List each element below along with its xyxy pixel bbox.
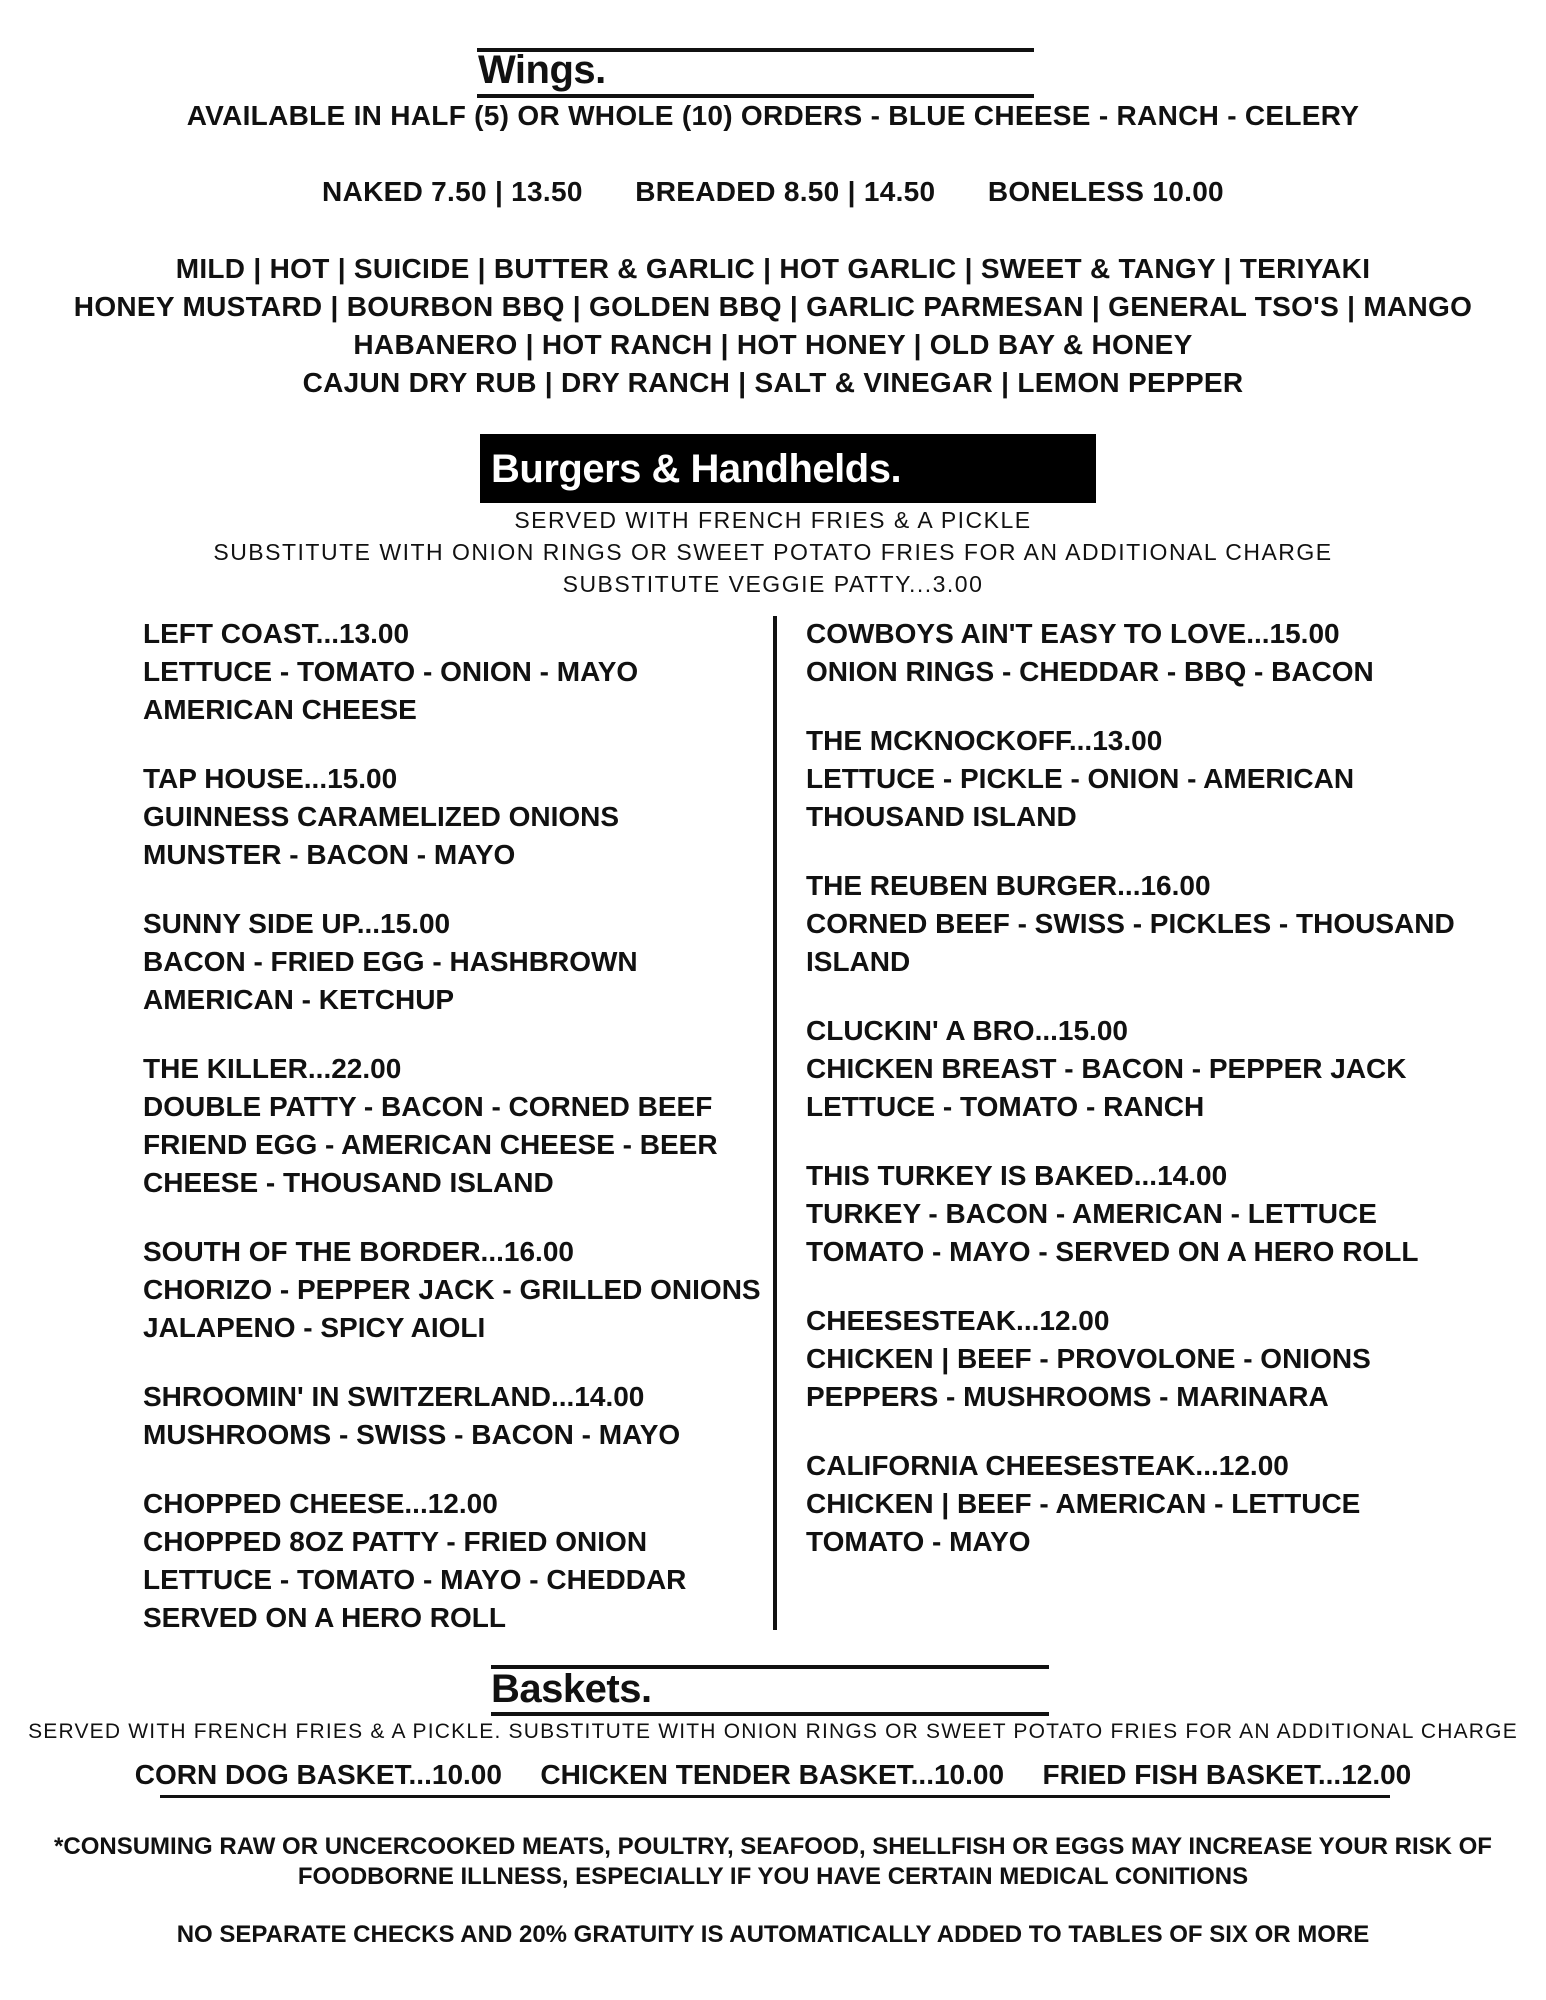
menu-item-name: CHOPPED CHEESE...12.00 xyxy=(143,1488,498,1519)
menu-item-name: CHEESESTEAK...12.00 xyxy=(806,1305,1110,1336)
menu-item-desc: DOUBLE PATTY - BACON - CORNED BEEF xyxy=(143,1091,713,1122)
menu-item-desc: CHICKEN BREAST - BACON - PEPPER JACK xyxy=(806,1053,1407,1084)
menu-item-desc: AMERICAN - KETCHUP xyxy=(143,984,455,1015)
menu-item xyxy=(143,760,783,874)
menu-item-desc: CHEESE - THOUSAND ISLAND xyxy=(143,1167,554,1198)
menu-item-desc: PEPPERS - MUSHROOMS - MARINARA xyxy=(806,1381,1329,1412)
menu-item-name: TAP HOUSE...15.00 xyxy=(143,763,398,794)
menu-item-name: THE KILLER...22.00 xyxy=(143,1053,402,1084)
menu-item-name: SHROOMIN' IN SWITZERLAND...14.00 xyxy=(143,1381,645,1412)
wings-price-naked: NAKED 7.50 | 13.50 xyxy=(322,176,583,207)
burgers-title-bar xyxy=(480,434,1096,503)
menu-item-name: COWBOYS AIN'T EASY TO LOVE...15.00 xyxy=(806,618,1340,649)
basket-item: FRIED FISH BASKET...12.00 xyxy=(1042,1759,1412,1790)
menu-item-name: THE MCKNOCKOFF...13.00 xyxy=(806,725,1163,756)
menu-item-desc: BACON - FRIED EGG - HASHBROWN xyxy=(143,946,638,977)
menu-item xyxy=(806,1157,1446,1271)
burgers-title: Burgers & Handhelds. xyxy=(491,447,902,491)
baskets-note: SERVED WITH FRENCH FRIES & A PICKLE. SUBSTITUTE WITH ONION RINGS OR SWEET POTATO FRIES FOR AN ADDITIONAL CHARGE xyxy=(28,1720,1518,1743)
menu-item-desc: ONION RINGS - CHEDDAR - BBQ - BACON xyxy=(806,656,1374,687)
menu-item-name: CALIFORNIA CHEESESTEAK...12.00 xyxy=(806,1450,1289,1481)
burgers-note-1: SERVED WITH FRENCH FRIES & A PICKLE xyxy=(514,507,1032,533)
menu-item-desc: CHICKEN | BEEF - PROVOLONE - ONIONS xyxy=(806,1343,1371,1374)
burgers-note-3: SUBSTITUTE VEGGIE PATTY...3.00 xyxy=(562,571,984,597)
menu-item-desc: TURKEY - BACON - AMERICAN - LETTUCE xyxy=(806,1198,1377,1229)
menu-item xyxy=(143,1233,783,1347)
menu-item-desc: LETTUCE - TOMATO - RANCH xyxy=(806,1091,1205,1122)
menu-item-desc: CORNED BEEF - SWISS - PICKLES - THOUSAND xyxy=(806,908,1455,939)
menu-item xyxy=(806,1012,1446,1126)
wings-subtitle: AVAILABLE IN HALF (5) OR WHOLE (10) ORDERS - BLUE CHEESE - RANCH - CELERY xyxy=(186,100,1360,131)
menu-item-desc: LETTUCE - PICKLE - ONION - AMERICAN xyxy=(806,763,1355,794)
menu-item-name: SOUTH OF THE BORDER...16.00 xyxy=(143,1236,574,1267)
wings-prices xyxy=(0,176,1546,208)
menu-item xyxy=(806,1447,1446,1561)
basket-item: CHICKEN TENDER BASKET...10.00 xyxy=(540,1759,1005,1790)
wings-title: Wings. xyxy=(478,48,606,92)
basket-item: CORN DOG BASKET...10.00 xyxy=(134,1759,502,1790)
menu-item-desc: LETTUCE - TOMATO - ONION - MAYO xyxy=(143,656,639,687)
menu-item-desc: JALAPENO - SPICY AIOLI xyxy=(143,1312,486,1343)
wings-flavor-line: HONEY MUSTARD | BOURBON BBQ | GOLDEN BBQ | GARLIC PARMESAN | GENERAL TSO'S | MANGO xyxy=(73,291,1473,322)
menu-item-desc: CHORIZO - PEPPER JACK - GRILLED ONIONS xyxy=(143,1274,761,1305)
menu-item-name: SUNNY SIDE UP...15.00 xyxy=(143,908,451,939)
menu-item xyxy=(143,615,783,729)
wings-price-boneless: BONELESS 10.00 xyxy=(987,176,1224,207)
burgers-right-column xyxy=(806,615,1455,1592)
menu-item-desc: MUNSTER - BACON - MAYO xyxy=(143,839,516,870)
wings-flavors xyxy=(0,250,1546,402)
menu-item xyxy=(806,615,1446,691)
menu-item xyxy=(143,1050,783,1202)
menu-item xyxy=(806,867,1455,981)
menu-item xyxy=(806,722,1446,836)
menu-item-desc: THOUSAND ISLAND xyxy=(806,801,1077,832)
baskets-title: Baskets. xyxy=(491,1667,652,1711)
menu-item xyxy=(143,905,783,1019)
burgers-left-column xyxy=(143,615,783,1668)
menu-item-desc: CHICKEN | BEEF - AMERICAN - LETTUCE xyxy=(806,1488,1361,1519)
burgers-note-2: SUBSTITUTE WITH ONION RINGS OR SWEET POTATO FRIES FOR AN ADDITIONAL CHARGE xyxy=(213,539,1333,565)
warning-line-2: FOODBORNE ILLNESS, ESPECIALLY IF YOU HAVE CERTAIN MEDICAL CONITIONS xyxy=(297,1863,1249,1890)
column-divider xyxy=(773,616,777,1630)
gratuity-notice: NO SEPARATE CHECKS AND 20% GRATUITY IS AUTOMATICALLY ADDED TO TABLES OF SIX OR MORE xyxy=(176,1921,1370,1948)
baskets-items xyxy=(0,1759,1546,1791)
wings-flavor-line: HABANERO | HOT RANCH | HOT HONEY | OLD BAY & HONEY xyxy=(353,329,1193,360)
menu-item-desc: AMERICAN CHEESE xyxy=(143,694,417,725)
menu-item-name: THE REUBEN BURGER...16.00 xyxy=(806,870,1211,901)
wings-price-breaded: BREADED 8.50 | 14.50 xyxy=(635,176,936,207)
wings-title-rule-bottom xyxy=(477,94,1034,98)
menu-item-desc: LETTUCE - TOMATO - MAYO - CHEDDAR xyxy=(143,1564,687,1595)
menu-item-desc: ISLAND xyxy=(806,946,911,977)
baskets-title-rule-bottom xyxy=(491,1712,1049,1716)
menu-item-desc: FRIEND EGG - AMERICAN CHEESE - BEER xyxy=(143,1129,718,1160)
menu-item xyxy=(806,1302,1446,1416)
menu-item-desc: CHOPPED 8OZ PATTY - FRIED ONION xyxy=(143,1526,648,1557)
menu-item-name: CLUCKIN' A BRO...15.00 xyxy=(806,1015,1128,1046)
food-safety-warning xyxy=(0,1832,1546,1892)
wings-flavor-line: CAJUN DRY RUB | DRY RANCH | SALT & VINEGAR | LEMON PEPPER xyxy=(302,367,1244,398)
menu-item-desc: TOMATO - MAYO xyxy=(806,1526,1031,1557)
menu-item-desc: SERVED ON A HERO ROLL xyxy=(143,1602,507,1633)
menu-item-desc: GUINNESS CARAMELIZED ONIONS xyxy=(143,801,620,832)
menu-item-name: THIS TURKEY IS BAKED...14.00 xyxy=(806,1160,1228,1191)
wings-flavor-line: MILD | HOT | SUICIDE | BUTTER & GARLIC | HOT GARLIC | SWEET & TANGY | TERIYAKI xyxy=(175,253,1371,284)
warning-line-1: *CONSUMING RAW OR UNCERCOOKED MEATS, POULTRY, SEAFOOD, SHELLFISH OR EGGS MAY INCREASE YOUR RISK OF xyxy=(54,1833,1492,1860)
menu-item xyxy=(143,1378,783,1454)
menu-item-desc: TOMATO - MAYO - SERVED ON A HERO ROLL xyxy=(806,1236,1419,1267)
menu-item xyxy=(143,1485,783,1637)
baskets-items-underline xyxy=(160,1795,1390,1798)
menu-item-desc: MUSHROOMS - SWISS - BACON - MAYO xyxy=(143,1419,681,1450)
menu-item-name: LEFT COAST...13.00 xyxy=(143,618,410,649)
